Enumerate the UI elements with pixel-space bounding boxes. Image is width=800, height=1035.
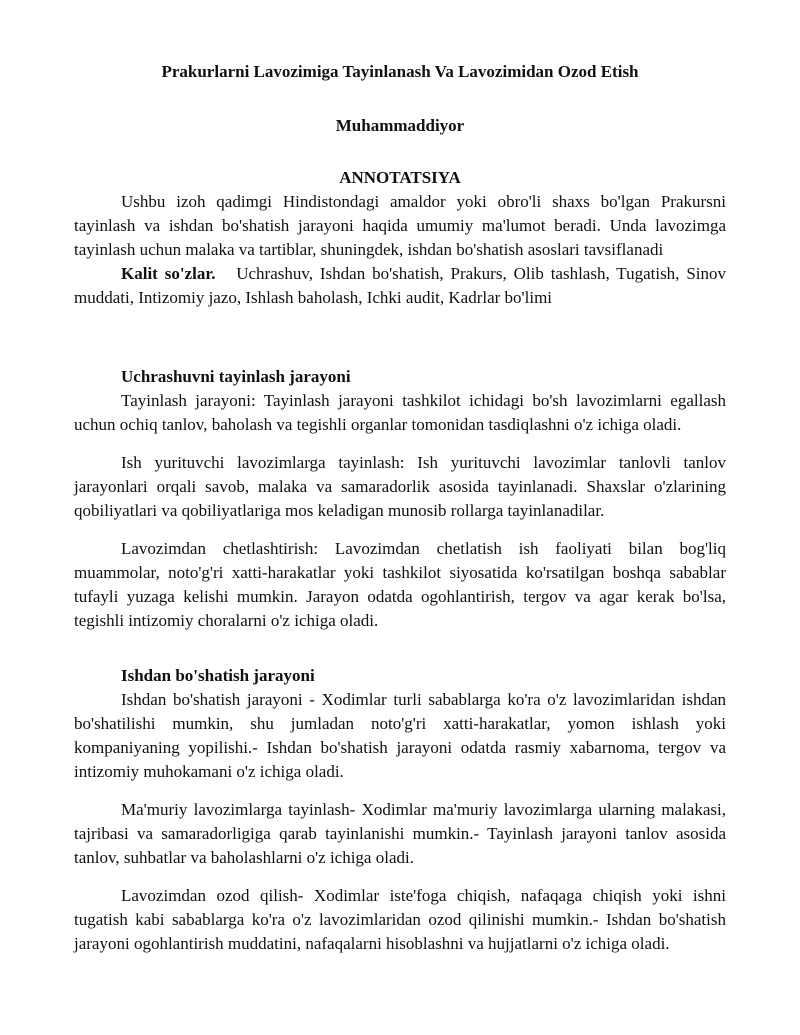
keywords-label: Kalit so'zlar. (121, 264, 216, 283)
keywords-text: Uchrashuv, Ishdan bo'shatish, Prakurs, Olib tashlash, Tugatish, Sinov muddati, Intizomiy jazo, Ishlash baholash, Ichki audit, Kadrlar bo'limi (74, 264, 726, 307)
document-author: Muhammaddiyor (335, 116, 465, 135)
section2-paragraph: Ishdan bo'shatish jarayoni - Xodimlar turli sabablarga ko'ra o'z lavozimlaridan ishdan bo'shatilishi mumkin, shu jumladan noto'g'ri xatti-harakatlar, yomon ishlash yoki kompaniyaning yopilishi.- Ishdan bo'shatish jarayoni odatda rasmiy xabarnoma, tergov va intizomiy muhokamani o'z ichiga oladi. (74, 690, 726, 781)
section-heading-appointment: Uchrashuvni tayinlash jarayoni (121, 367, 351, 386)
section-heading-dismissal: Ishdan bo'shatish jarayoni (121, 666, 315, 685)
annotation-heading: ANNOTATSIYA (339, 168, 461, 187)
annotation-paragraph: Ushbu izoh qadimgi Hindistondagi amaldor yoki obro'li shaxs bo'lgan Prakursni tayinlash va ishdan bo'shatish jarayoni haqida umumiy ma'lumot beradi. Unda lavozimga tayinlash uchun malaka va tartiblar, shuningdek, ishdan bo'shatish asoslari tavsiflanadi (74, 192, 726, 259)
section1-paragraph: Tayinlash jarayoni: Tayinlash jarayoni tashkilot ichidagi bo'sh lavozimlarni egallash uchun ochiq tanlov, baholash va tegishli organlar tomonidan tasdiqlashni o'z ichiga oladi. (74, 391, 726, 434)
keywords-paragraph (74, 262, 726, 310)
section2-paragraph: Lavozimdan ozod qilish- Xodimlar iste'foga chiqish, nafaqaga chiqish yoki ishni tugatish kabi sabablarga ko'ra o'z lavozimlaridan ozod qilinishi mumkin.- Ishdan bo'shatish jarayoni ogohlantirish muddatini, nafaqalarni hisoblashni va hujjatlarni o'z ichiga oladi. (74, 886, 726, 953)
document-title: Prakurlarni Lavozimiga Tayinlanash Va Lavozimidan Ozod Etish (161, 62, 639, 81)
section1-paragraph: Ish yurituvchi lavozimlarga tayinlash: Ish yurituvchi lavozimlar tanlovli tanlov jarayonlari orqali savob, malaka va samaradorlik asosida tayinlanadi. Shaxslar o'zlarining qobiliyatlari va qobiliyatlariga mos keladigan munosib rollarga tayinlanadilar. (74, 453, 726, 520)
document-page (74, 60, 726, 956)
section2-paragraph: Ma'muriy lavozimlarga tayinlash- Xodimlar ma'muriy lavozimlarga ularning malakasi, tajribasi va samaradorligiga qarab tayinlanishi mumkin.- Tayinlash jarayoni tanlov asosida tanlov, suhbatlar va baholashlarni o'z ichiga oladi. (74, 800, 726, 867)
section1-paragraph: Lavozimdan chetlashtirish: Lavozimdan chetlatish ish faoliyati bilan bog'liq muammolar, noto'g'ri xatti-harakatlar yoki tashkilot siyosatida ko'rsatilgan boshqa sabablar tufayli yuzaga kelishi mumkin. Jarayon odatda ogohlantirish, tergov va agar kerak bo'lsa, tegishli intizomiy choralarni o'z ichiga oladi. (74, 539, 726, 630)
